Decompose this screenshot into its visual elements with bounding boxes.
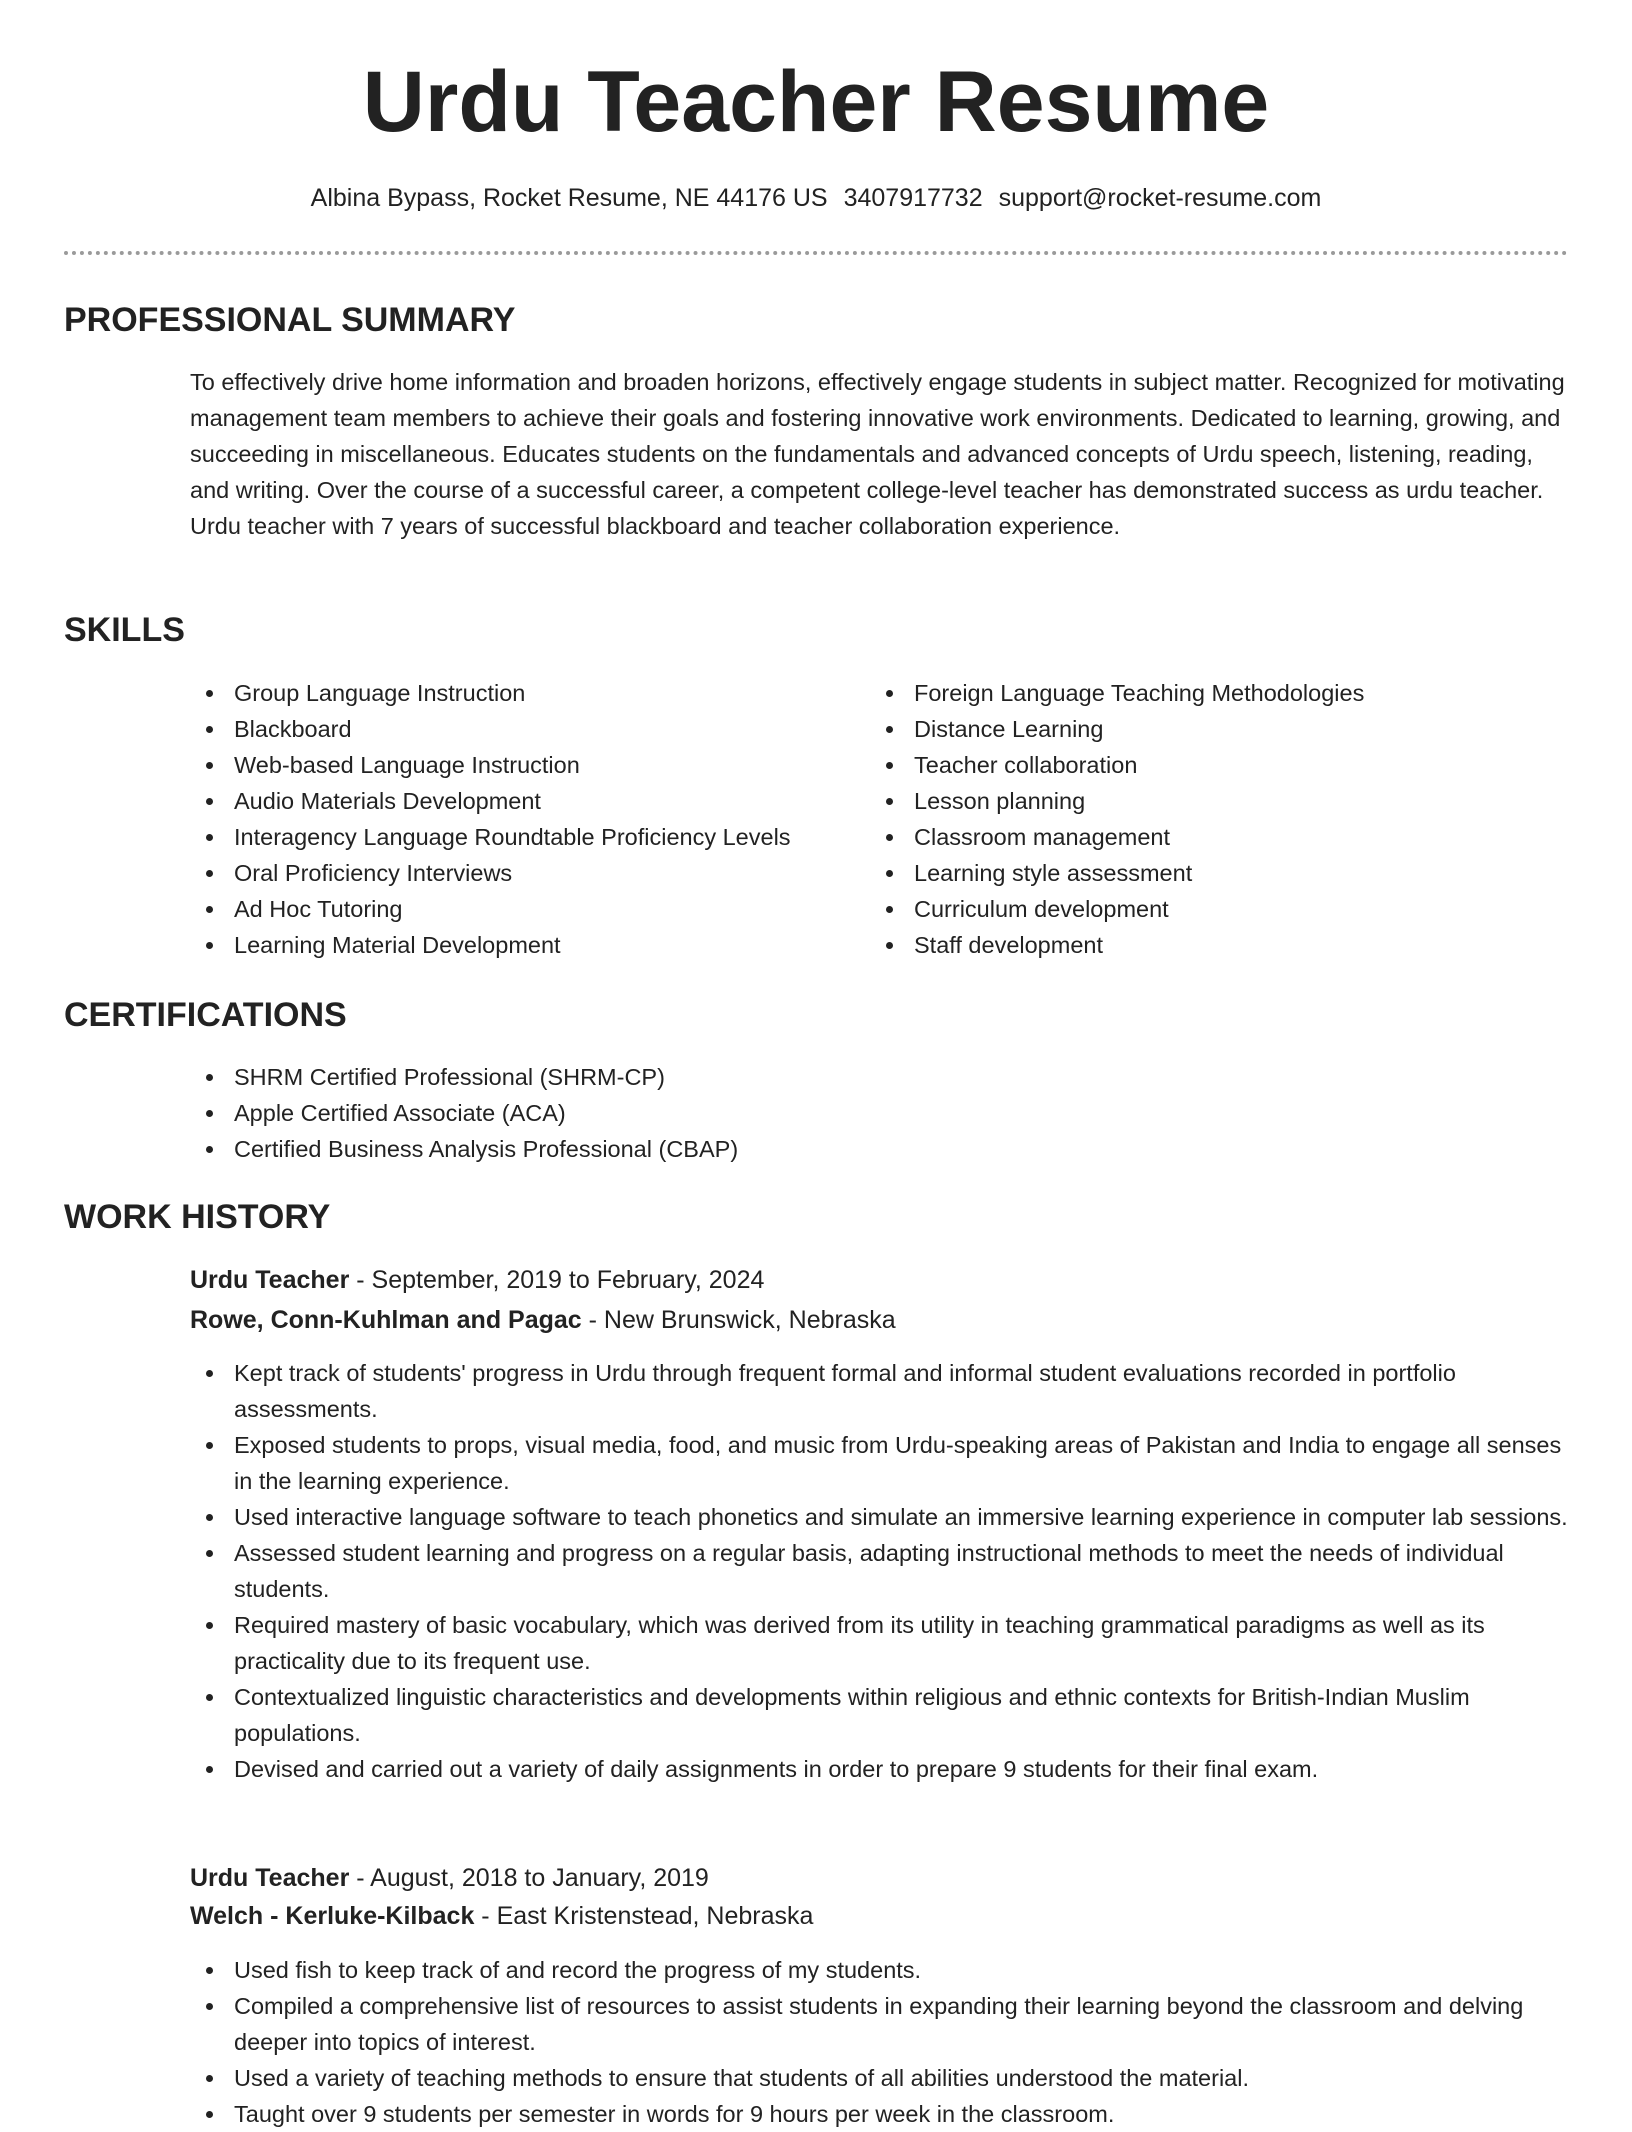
list-item: Taught over 9 students per semester in words for 9 hours per week in the classroom. [190, 2096, 1570, 2132]
list-item: Oral Proficiency Interviews [190, 855, 850, 891]
list-item: Foreign Language Teaching Methodologies [870, 675, 1570, 711]
list-item: Used interactive language software to teach phonetics and simulate an immersive learning experience in computer lab sessions. [190, 1499, 1570, 1535]
certifications-list [190, 1059, 1570, 1167]
list-item: Used fish to keep track of and record the progress of my students. [190, 1952, 1570, 1988]
job-duties-list [190, 1355, 1570, 1787]
list-item: Required mastery of basic vocabulary, which was derived from its utility in teaching grammatical paradigms as well as its practicality due to its frequent use. [190, 1607, 1570, 1679]
certifications-heading: CERTIFICATIONS [64, 996, 347, 1034]
list-item: Lesson planning [870, 783, 1570, 819]
skills-list-left [190, 675, 850, 963]
contact-info [0, 180, 1632, 216]
list-item: Contextualized linguistic characteristics and developments within religious and ethnic contexts for British-Indian Muslim populations. [190, 1679, 1570, 1751]
job-dates: - September, 2019 to February, 2024 [349, 1266, 765, 1294]
job-company: Rowe, Conn-Kuhlman and Pagac [190, 1306, 582, 1334]
list-item: Blackboard [190, 711, 850, 747]
job-title-line [190, 1262, 764, 1298]
list-item: Apple Certified Associate (ACA) [190, 1095, 1570, 1131]
list-item: Curriculum development [870, 891, 1570, 927]
job-dates: - August, 2018 to January, 2019 [349, 1864, 709, 1892]
job-duties-list [190, 1952, 1570, 2132]
list-item: Classroom management [870, 819, 1570, 855]
list-item: Interagency Language Roundtable Proficiency Levels [190, 819, 850, 855]
list-item: Compiled a comprehensive list of resources to assist students in expanding their learning beyond the classroom and delving deeper into topics of interest. [190, 1988, 1570, 2060]
list-item: Distance Learning [870, 711, 1570, 747]
job-company: Welch - Kerluke-Kilback [190, 1902, 475, 1930]
list-item: Assessed student learning and progress on a regular basis, adapting instructional methods to meet the needs of individual students. [190, 1535, 1570, 1607]
list-item: Audio Materials Development [190, 783, 850, 819]
summary-text: To effectively drive home information and broaden horizons, effectively engage students in subject matter. Recognized for motivating management team members to achieve their goals and fostering innovative work environments. Dedicated to learning, growing, and succeeding in miscellaneous. Educates students on the fundamentals and advanced concepts of Urdu speech, listening, reading, and writing. Over the course of a successful career, a competent college-level teacher has demonstrated success as urdu teacher. Urdu teacher with 7 years of successful blackboard and teacher collaboration experience. [190, 369, 1565, 539]
list-item: Used a variety of teaching methods to ensure that students of all abilities understood the material. [190, 2060, 1570, 2096]
list-item: Learning style assessment [870, 855, 1570, 891]
list-item: Certified Business Analysis Professional (CBAP) [190, 1131, 1570, 1167]
job-location: - East Kristenstead, Nebraska [474, 1902, 814, 1930]
job-title: Urdu Teacher [190, 1864, 350, 1892]
job-company-line [190, 1302, 896, 1338]
work-history-heading: WORK HISTORY [64, 1198, 331, 1236]
job-title: Urdu Teacher [190, 1266, 350, 1294]
resume-title: Urdu Teacher Resume [362, 54, 1270, 150]
list-item: Teacher collaboration [870, 747, 1570, 783]
job-company-line [190, 1898, 813, 1934]
list-item: Devised and carried out a variety of daily assignments in order to prepare 9 students for their final exam. [190, 1751, 1570, 1787]
list-item: Exposed students to props, visual media, food, and music from Urdu-speaking areas of Pakistan and India to engage all senses in the learning experience. [190, 1427, 1570, 1499]
list-item: Kept track of students' progress in Urdu through frequent formal and informal student evaluations recorded in portfolio assessments. [190, 1355, 1570, 1427]
summary-heading: PROFESSIONAL SUMMARY [64, 301, 516, 339]
list-item: Learning Material Development [190, 927, 850, 963]
address: Albina Bypass, Rocket Resume, NE 44176 US [310, 184, 828, 212]
list-item: SHRM Certified Professional (SHRM-CP) [190, 1059, 1570, 1095]
job-location: - New Brunswick, Nebraska [581, 1306, 896, 1334]
list-item: Group Language Instruction [190, 675, 850, 711]
header-divider [64, 251, 1568, 255]
list-item: Ad Hoc Tutoring [190, 891, 850, 927]
job-title-line [190, 1860, 709, 1896]
phone: 3407917732 [843, 184, 983, 212]
skills-list-right [870, 675, 1570, 963]
list-item: Web-based Language Instruction [190, 747, 850, 783]
list-item: Staff development [870, 927, 1570, 963]
email: support@rocket-resume.com [998, 184, 1322, 212]
skills-heading: SKILLS [64, 611, 185, 649]
